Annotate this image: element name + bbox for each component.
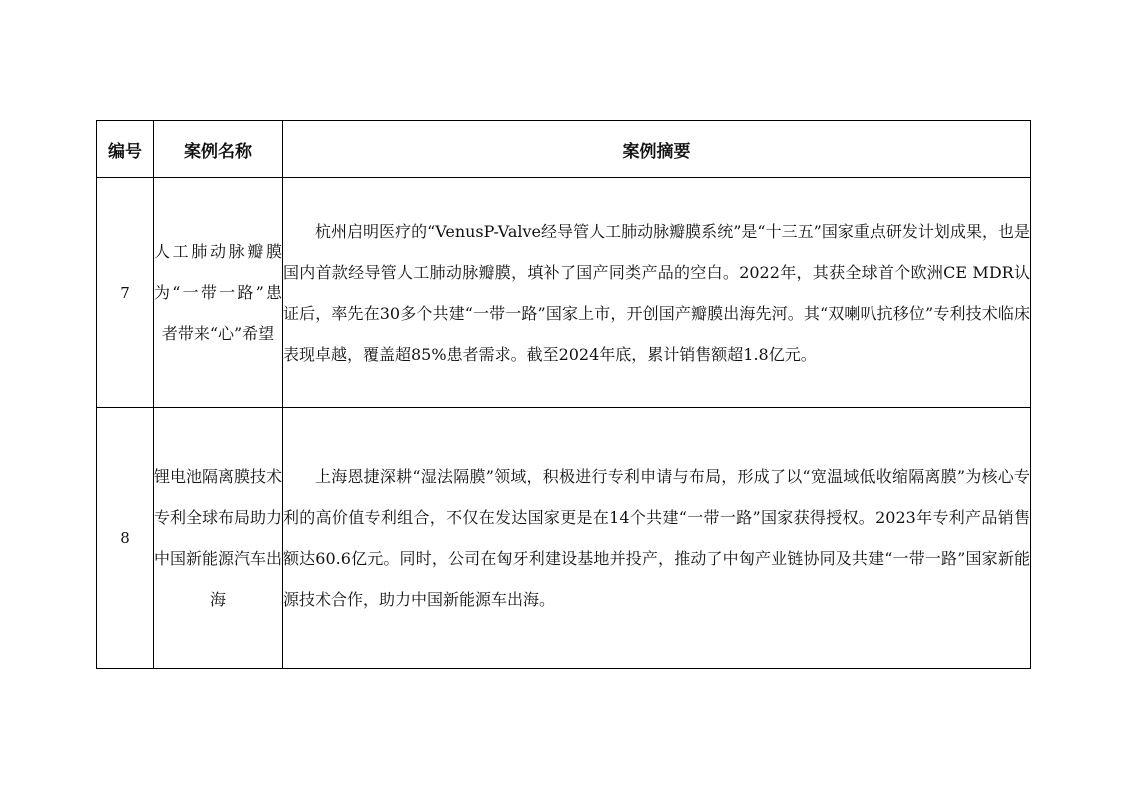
table-header-row [97,121,1031,178]
case-name-text: 人工肺动脉瓣膜为“一带一路”患者带来“心”希望 [154,242,282,343]
case-number: 8 [97,408,154,669]
header-case-summary: 案例摘要 [283,121,1031,178]
header-number: 编号 [97,121,154,178]
case-summary [283,408,1031,669]
case-summary [283,178,1031,408]
case-summary-text: 上海恩捷深耕“湿法隔膜”领域，积极进行专利申请与布局，形成了以“宽温域低收缩隔离膜”为核心专利的高价值专利组合，不仅在发达国家更是在14个共建“一带一路”国家获得授权。2023年专利产品销售额达60.6亿元。同时，公司在匈牙利建设基地并投产，推动了中匈产业链协同及共建“一带一路”国家新能源技术合作，助力中国新能源车出海。 [283,467,1030,609]
case-name [154,408,283,669]
case-name [154,178,283,408]
table-row [97,408,1031,669]
header-case-name: 案例名称 [154,121,283,178]
case-name-text: 锂电池隔离膜技术专利全球布局助力中国新能源汽车出海 [154,467,283,609]
case-table [96,120,1031,669]
case-number: 7 [97,178,154,408]
case-summary-text: 杭州启明医疗的“VenusP-Valve经导管人工肺动脉瓣膜系统”是“十三五”国家重点研发计划成果，也是国内首款经导管人工肺动脉瓣膜，填补了国产同类产品的空白。2022年，其获全球首个欧洲CE MDR认证后，率先在30多个共建“一带一路”国家上市，开创国产瓣膜出海先河。其“双喇叭抗移位”专利技术临床表现卓越，覆盖超85%患者需求。截至2024年底，累计销售额超1.8亿元。 [283,221,1030,364]
table-row [97,178,1031,408]
